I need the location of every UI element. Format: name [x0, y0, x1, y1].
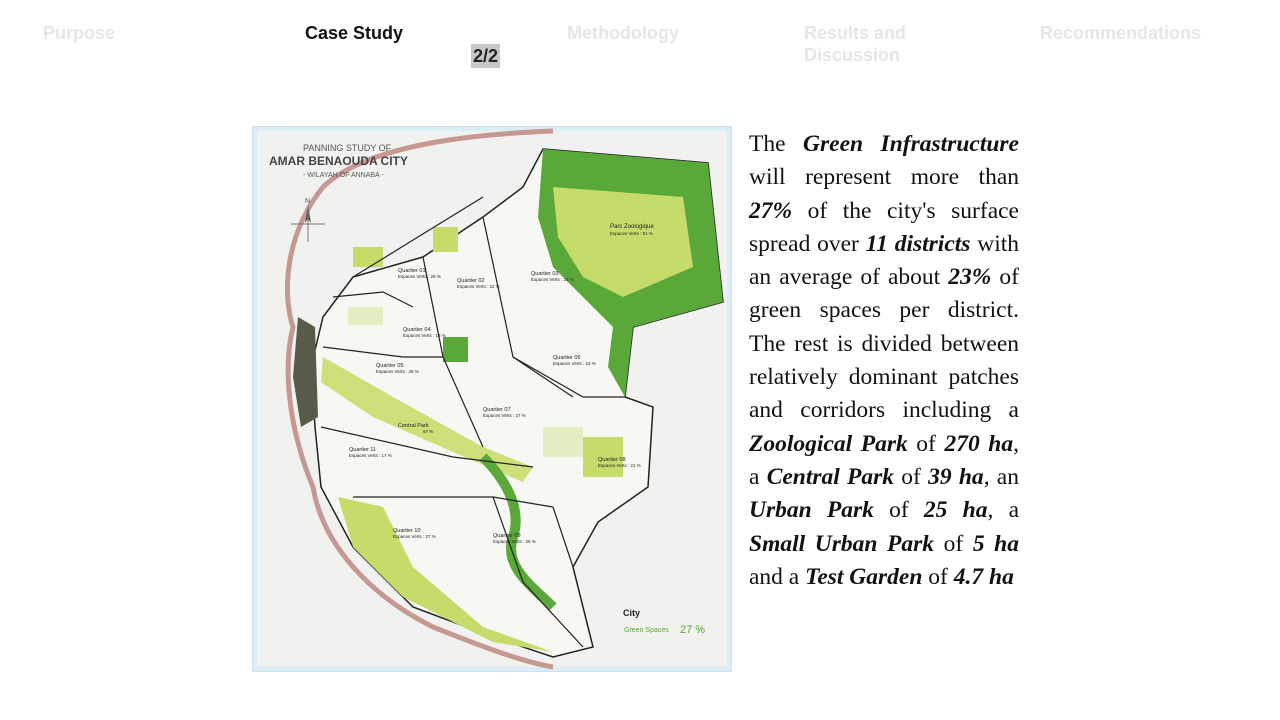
green-patch [433, 227, 458, 252]
map-svg [253, 127, 731, 671]
quarter-09-pct: Espaces Verts : 25 % [493, 539, 536, 544]
nav-tab-purpose[interactable]: Purpose [43, 23, 116, 43]
nav-results-line1: Results and [804, 23, 907, 43]
quarter-04-pct: Espaces Verts : 18 % [403, 333, 446, 338]
nav-tab-case-study[interactable]: Case Study [305, 23, 404, 43]
quarter-10-pct: Espaces Verts : 27 % [393, 534, 436, 539]
quarter-08-label: Quartier 08 [598, 457, 626, 463]
nav-tab-methodology[interactable]: Methodology [567, 23, 679, 43]
zoo-label: Parc Zoologique [610, 224, 654, 230]
green-patch [543, 427, 583, 457]
quarter-02-label: Quartier 02 [457, 278, 485, 284]
legend-value: 27 % [680, 624, 706, 636]
quarter-05-pct: Espaces Verts : 26 % [376, 369, 419, 374]
quarter-09-label: Quartier 09 [493, 533, 521, 539]
quarter-01-pct: Espaces Verts : 29 % [398, 274, 441, 279]
quarter-01-label: Quartier 01 [398, 268, 426, 274]
green-patch [353, 247, 383, 267]
quarter-10-label: Quartier 10 [393, 528, 421, 534]
map-title-small: PANNING STUDY OF [303, 143, 392, 153]
green-patch [348, 307, 383, 325]
quarter-11-label: Quartier 11 [349, 447, 377, 453]
nav-tab-results-discussion[interactable] [804, 22, 906, 66]
quarter-06-pct: Espaces Verts : 23 % [553, 361, 596, 366]
quarter-03-pct: Espaces Verts : 23 % [531, 277, 574, 282]
map-title-sub: - WILAYAH OF ANNABA - [303, 172, 384, 179]
zoo-pct: Espaces Verts : 91 % [610, 231, 653, 236]
quarter-07-pct: Espaces Verts : 27 % [483, 413, 526, 418]
nav-results-line2: Discussion [804, 45, 901, 65]
green-patch [443, 337, 468, 362]
quarter-07-label: Quartier 07 [483, 407, 511, 413]
nav-tab-recommendations[interactable]: Recommendations [1040, 23, 1202, 43]
page-indicator: 2/2 [473, 46, 499, 66]
quarter-03-label: Quartier 03 [531, 271, 559, 277]
quarter-05-label: Quartier 05 [376, 363, 404, 369]
map-title-main: AMAR BENAOUDA CITY [269, 154, 408, 168]
svg-text:N: N [305, 198, 311, 205]
quarter-04-label: Quartier 04 [403, 327, 431, 333]
central-park-label: Central Park [398, 423, 429, 429]
case-study-description: The Green Infrastructure will represent more than 27% of the city's surface spread over 11 districts with an average of about 23% of green spaces per district. The rest is divided between relatively dominant patches and corridors including a Zoological Park of 270 ha, a Central Park of 39 ha, an Urban Park of 25 ha, a Small Urban Park of 5 ha and a Test Garden of 4.7 ha [749, 131, 1020, 590]
legend-label: Green Spaces [624, 627, 669, 634]
quarter-06-label: Quartier 06 [553, 355, 581, 361]
legend-title: City [623, 608, 641, 618]
quarter-08-pct: Espaces Verts : 21 % [598, 463, 641, 468]
central-park-pct: 67 % [423, 429, 434, 434]
quarter-02-pct: Espaces Verts : 22 % [457, 284, 500, 289]
quarter-11-pct: Espaces Verts : 17 % [349, 453, 392, 458]
city-map-figure [252, 126, 732, 672]
